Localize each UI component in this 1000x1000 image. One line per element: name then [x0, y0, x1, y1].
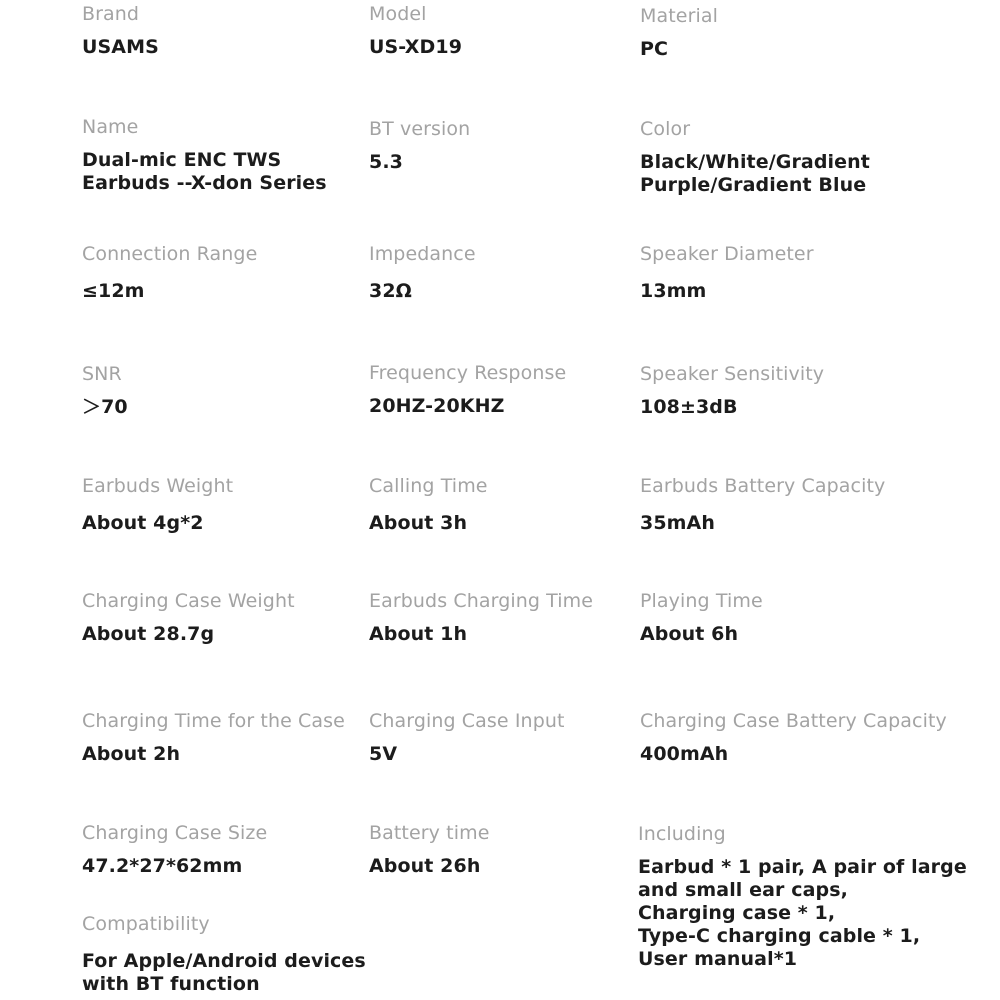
spec-label: Charging Case Size: [82, 822, 268, 844]
spec-label: Color: [640, 118, 691, 140]
spec-value: About 28.7g: [82, 623, 215, 645]
spec-value: ＞70: [82, 396, 128, 418]
spec-value: PC: [640, 38, 669, 60]
spec-brand: [82, 2, 159, 59]
spec-label: Frequency Response: [369, 362, 567, 384]
spec-label: Calling Time: [369, 475, 488, 497]
spec-value: About 2h: [82, 743, 181, 765]
spec-label: Brand: [82, 3, 140, 25]
spec-name: [82, 115, 327, 195]
spec-label: Model: [369, 3, 427, 25]
spec-value: About 3h: [369, 512, 468, 534]
spec-label: Charging Case Weight: [82, 590, 295, 612]
spec-frequency-response: [369, 361, 566, 418]
spec-label: Speaker Diameter: [640, 243, 814, 265]
spec-label: Earbuds Charging Time: [369, 590, 594, 612]
spec-label: Charging Time for the Case: [82, 710, 345, 732]
spec-model: [369, 2, 462, 59]
spec-label: Including: [638, 823, 726, 845]
spec-charging-time-case: [82, 709, 345, 766]
spec-label: SNR: [82, 363, 122, 385]
spec-label: Compatibility: [82, 913, 210, 935]
spec-speaker-diameter: [640, 242, 814, 303]
spec-material: [640, 4, 718, 61]
spec-earbuds-battery-capacity: [640, 474, 885, 535]
spec-bt-version: [369, 117, 470, 174]
spec-color: [640, 117, 870, 197]
spec-earbuds-weight: [82, 474, 233, 535]
spec-label: Impedance: [369, 243, 476, 265]
spec-value: About 6h: [640, 623, 739, 645]
spec-battery-time: [369, 821, 490, 878]
spec-value: 13mm: [640, 280, 707, 302]
spec-value: Dual-mic ENC TWS Earbuds --X-don Series: [82, 149, 327, 194]
spec-impedance: [369, 242, 476, 303]
spec-calling-time: [369, 474, 488, 535]
spec-label: Connection Range: [82, 243, 258, 265]
spec-value: ≤12m: [82, 280, 145, 302]
spec-label: Material: [640, 5, 718, 27]
spec-label: Charging Case Input: [369, 710, 565, 732]
spec-value: 108±3dB: [640, 396, 738, 418]
spec-value: For Apple/Android devices with BT function: [82, 950, 366, 995]
spec-label: Earbuds Weight: [82, 475, 234, 497]
spec-label: BT version: [369, 118, 471, 140]
spec-label: Playing Time: [640, 590, 763, 612]
spec-compatibility: [82, 912, 366, 996]
spec-earbuds-charging-time: [369, 589, 593, 646]
spec-value: USAMS: [82, 36, 159, 58]
spec-speaker-sensitivity: [640, 362, 824, 419]
spec-charging-case-battery-capacity: [640, 709, 947, 766]
spec-label: Battery time: [369, 822, 490, 844]
spec-charging-case-input: [369, 709, 565, 766]
spec-charging-case-weight: [82, 589, 295, 646]
spec-label: Speaker Sensitivity: [640, 363, 825, 385]
spec-value: 32Ω: [369, 280, 412, 302]
spec-value: US-XD19: [369, 36, 463, 58]
spec-value: 35mAh: [640, 512, 715, 534]
spec-value: 400mAh: [640, 743, 729, 765]
spec-label: Charging Case Battery Capacity: [640, 710, 947, 732]
spec-value: About 4g*2: [82, 512, 204, 534]
spec-including: [638, 822, 967, 971]
spec-snr: [82, 362, 128, 419]
spec-value: 5V: [369, 743, 398, 765]
spec-value: Black/White/Gradient Purple/Gradient Blue: [640, 151, 870, 196]
spec-charging-case-size: [82, 821, 267, 878]
spec-value: 5.3: [369, 151, 403, 173]
spec-label: Earbuds Battery Capacity: [640, 475, 886, 497]
spec-value: 47.2*27*62mm: [82, 855, 243, 877]
spec-value: About 26h: [369, 855, 481, 877]
spec-value: Earbud * 1 pair, A pair of large and small ear caps, Charging case * 1, Type-C charging cable * 1, User manual*1: [638, 856, 967, 970]
spec-connection-range: [82, 242, 257, 303]
spec-playing-time: [640, 589, 763, 646]
spec-value: 20HZ-20KHZ: [369, 395, 505, 417]
spec-label: Name: [82, 116, 139, 138]
spec-value: About 1h: [369, 623, 468, 645]
